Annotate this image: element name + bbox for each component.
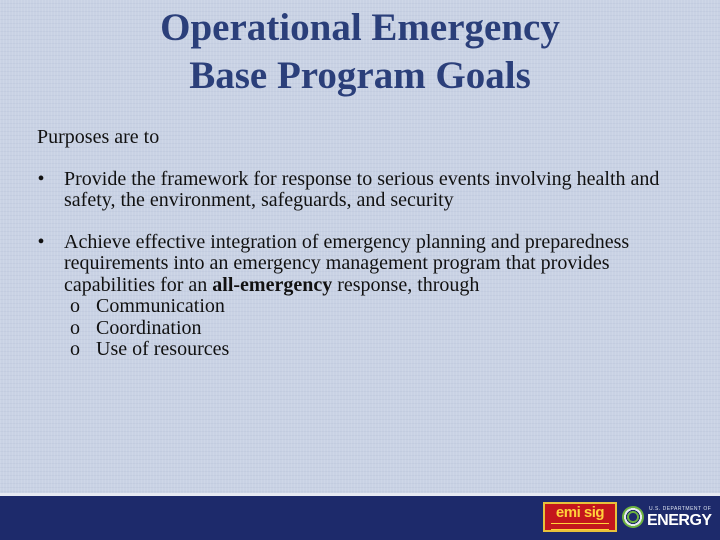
- sub-item-text: Coordination: [96, 316, 202, 339]
- slide-body: [37, 127, 697, 381]
- emi-sig-logo-text: emi sig: [555, 504, 605, 521]
- bullet-list: [37, 169, 697, 361]
- bullet-text-2-after: response, through: [332, 273, 480, 296]
- sub-item-text: Communication: [96, 295, 225, 317]
- sub-item-communication: [64, 296, 697, 318]
- intro-text: Purposes are to: [37, 126, 160, 148]
- doe-seal-icon: [622, 506, 644, 528]
- bullet-item-2: [37, 232, 697, 361]
- bullet-item-1: [37, 169, 697, 212]
- sub-bullet-icon: o: [70, 338, 80, 360]
- bullet-icon: •: [37, 167, 45, 190]
- bullet-text-1: Provide the framework for response to serious events involving health and safety, the environment, safeguards, and security: [64, 167, 660, 211]
- sub-item-use-of-resources: [64, 339, 697, 361]
- doe-energy-word: ENERGY: [647, 512, 712, 529]
- doe-energy-logo: [622, 503, 714, 533]
- title-line-1: Operational Emergency: [160, 6, 560, 49]
- sub-bullet-icon: o: [70, 295, 80, 317]
- bullet-text-2-bold: all-emergency: [212, 273, 333, 296]
- emi-sig-logo-tagline: [551, 523, 609, 530]
- slide-title: [0, 4, 720, 100]
- title-line-2: Base Program Goals: [189, 54, 531, 97]
- bullet-icon: •: [37, 230, 45, 253]
- emi-sig-logo-icon: [543, 502, 617, 532]
- sub-item-coordination: [64, 318, 697, 340]
- bullet-text-2-before: Achieve effective integration of emergency planning and preparedness requirements into an emergency management program that provides capabilities for an: [64, 230, 630, 296]
- doe-small-text: U.S. DEPARTMENT OF: [649, 506, 712, 512]
- sub-bullet-icon: o: [70, 316, 80, 339]
- sub-bullet-list: [64, 296, 697, 361]
- sub-item-text: Use of resources: [96, 338, 230, 360]
